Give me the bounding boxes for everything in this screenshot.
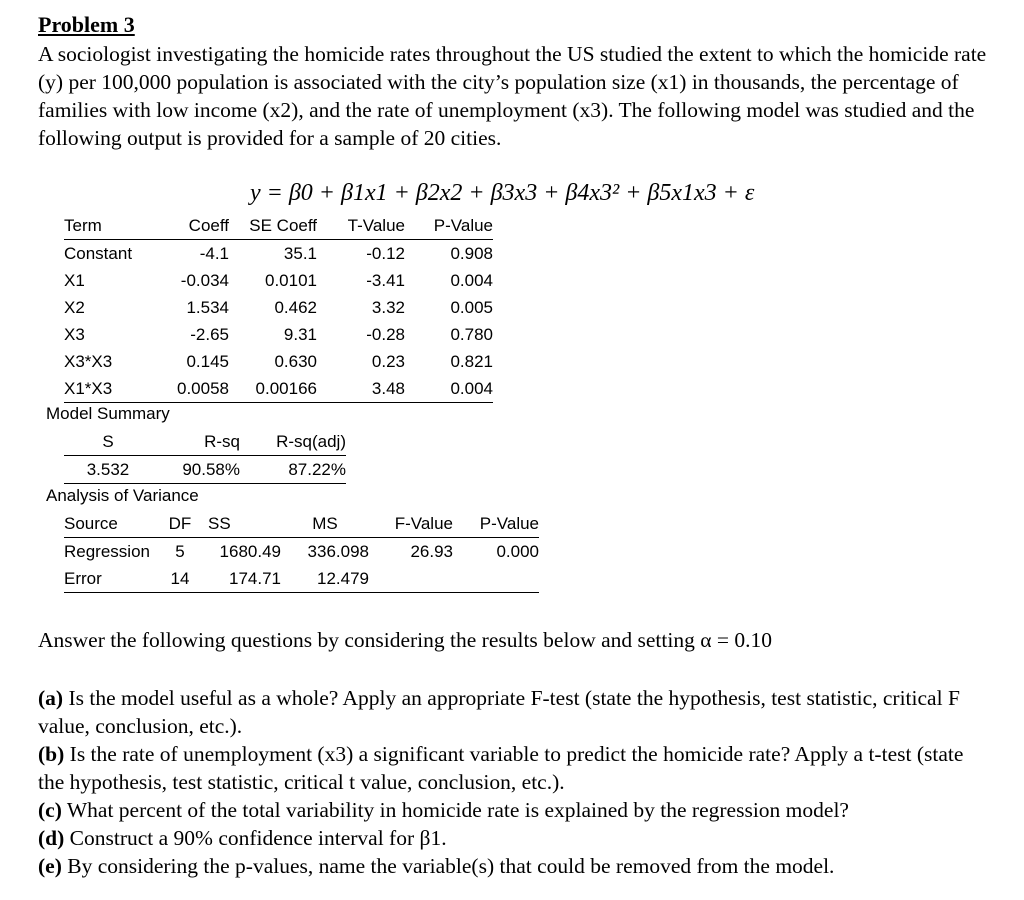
anova-label: Analysis of Variance bbox=[46, 486, 199, 505]
p-value: 0.005 bbox=[450, 297, 493, 317]
question-c bbox=[38, 796, 988, 824]
col-r-sq: R-sq bbox=[152, 428, 240, 456]
se-coeff: 9.31 bbox=[283, 324, 317, 344]
question-text: Is the rate of unemployment (x3) a significant variable to predict the homicide rate? Apply a t-test (state the hypothesis, test statistic, critical t value, conclusion, etc.). bbox=[38, 742, 964, 794]
t-value: -0.12 bbox=[366, 243, 405, 263]
col-df: DF bbox=[164, 510, 196, 538]
col-s: S bbox=[64, 428, 152, 456]
ss: 1680.49 bbox=[219, 541, 281, 561]
table-row bbox=[64, 375, 493, 403]
term: X3 bbox=[64, 324, 85, 344]
se-coeff: 35.1 bbox=[283, 243, 317, 263]
model-equation: y = β0 + β1x1 + β2x2 + β3x3 + β4x3² + β5x1x3 + ε bbox=[250, 180, 755, 206]
question-label: (c) bbox=[38, 798, 62, 822]
ms: 12.479 bbox=[281, 565, 369, 593]
col-ss: SS bbox=[196, 510, 281, 538]
col-p-value: P-Value bbox=[453, 510, 539, 538]
table-row bbox=[64, 456, 346, 484]
coeff: 1.534 bbox=[186, 297, 229, 317]
table-row bbox=[64, 565, 539, 593]
question-d bbox=[38, 824, 988, 852]
question-label: (a) bbox=[38, 686, 64, 710]
term: X1 bbox=[64, 270, 85, 290]
questions-list bbox=[38, 684, 988, 880]
col-t-value: T-Value bbox=[317, 212, 405, 240]
question-e bbox=[38, 852, 988, 880]
p-value: 0.780 bbox=[450, 324, 493, 344]
source: Error bbox=[64, 565, 164, 593]
df: 14 bbox=[164, 565, 196, 593]
se-coeff: 0.0101 bbox=[265, 270, 317, 290]
col-coeff: Coeff bbox=[169, 212, 229, 240]
p-value: 0.000 bbox=[496, 541, 539, 561]
coeff: 0.145 bbox=[186, 351, 229, 371]
problem-intro: A sociologist investigating the homicide rates throughout the US studied the extent to which the homicide rate (y) per 100,000 population is associated with the city’s population size (x1) in thousands, the percentage of families with low income (x2), and the rate of unemployment (x3). The following model was studied and the following output is provided for a sample of 20 cities. bbox=[38, 42, 987, 150]
f-value: 26.93 bbox=[410, 541, 453, 561]
t-value: 3.48 bbox=[317, 375, 405, 403]
question-text: Is the model useful as a whole? Apply an appropriate F-test (state the hypothesis, test statistic, critical F value, conclusion, etc.). bbox=[38, 686, 960, 738]
r-sq-value: 90.58% bbox=[152, 456, 240, 484]
source: Regression bbox=[64, 541, 150, 561]
table-row bbox=[64, 321, 493, 348]
question-text: Construct a 90% confidence interval for β1. bbox=[64, 826, 447, 850]
col-p-value: P-Value bbox=[405, 212, 493, 240]
t-value: 3.32 bbox=[371, 297, 405, 317]
question-a bbox=[38, 684, 988, 740]
ss: 174.71 bbox=[196, 565, 281, 593]
p-value: 0.004 bbox=[405, 375, 493, 403]
df: 5 bbox=[175, 541, 185, 561]
s-value: 3.532 bbox=[64, 456, 152, 484]
term: Constant bbox=[64, 243, 133, 263]
se-coeff: 0.00166 bbox=[229, 375, 317, 403]
model-summary-label: Model Summary bbox=[46, 404, 170, 423]
coeff: -0.034 bbox=[180, 270, 229, 290]
se-coeff: 0.462 bbox=[274, 297, 317, 317]
t-value: -0.28 bbox=[366, 324, 405, 344]
questions-lead: Answer the following questions by considering the results below and setting α = 0.10 bbox=[38, 628, 772, 652]
ms: 336.098 bbox=[307, 541, 369, 561]
question-b bbox=[38, 740, 988, 796]
col-f-value: F-Value bbox=[369, 510, 453, 538]
table-row bbox=[64, 267, 493, 294]
term: X2 bbox=[64, 297, 85, 317]
term: X3*X3 bbox=[64, 351, 113, 371]
question-text: By considering the p-values, name the variable(s) that could be removed from the model. bbox=[61, 854, 835, 878]
t-value: -3.41 bbox=[366, 270, 405, 290]
p-value: 0.821 bbox=[450, 351, 493, 371]
table-row bbox=[64, 240, 493, 268]
question-label: (e) bbox=[38, 854, 62, 878]
coefficients-table bbox=[64, 212, 493, 403]
question-text: What percent of the total variability in homicide rate is explained by the regression model? bbox=[61, 798, 849, 822]
p-value: 0.004 bbox=[450, 270, 493, 290]
se-coeff: 0.630 bbox=[274, 351, 317, 371]
question-label: (d) bbox=[38, 826, 65, 850]
p-value: 0.908 bbox=[450, 243, 493, 263]
table-row bbox=[64, 538, 539, 566]
col-r-sq-adj: R-sq(adj) bbox=[240, 428, 346, 456]
t-value: 0.23 bbox=[371, 351, 405, 371]
coeff: 0.0058 bbox=[169, 375, 229, 403]
col-source: Source bbox=[64, 510, 164, 538]
f-value bbox=[369, 565, 453, 593]
col-ms: MS bbox=[281, 510, 369, 538]
coeff: -2.65 bbox=[190, 324, 229, 344]
model-summary-table bbox=[64, 428, 346, 484]
table-row bbox=[64, 294, 493, 321]
anova-table bbox=[64, 510, 539, 593]
problem-title: Problem 3 bbox=[38, 12, 135, 37]
term: X1*X3 bbox=[64, 375, 169, 403]
r-sq-adj-value: 87.22% bbox=[240, 456, 346, 484]
table-row bbox=[64, 348, 493, 375]
coeff: -4.1 bbox=[199, 243, 229, 263]
p-value bbox=[453, 565, 539, 593]
question-label: (b) bbox=[38, 742, 65, 766]
col-term: Term bbox=[64, 212, 169, 240]
col-se-coeff: SE Coeff bbox=[229, 212, 317, 240]
